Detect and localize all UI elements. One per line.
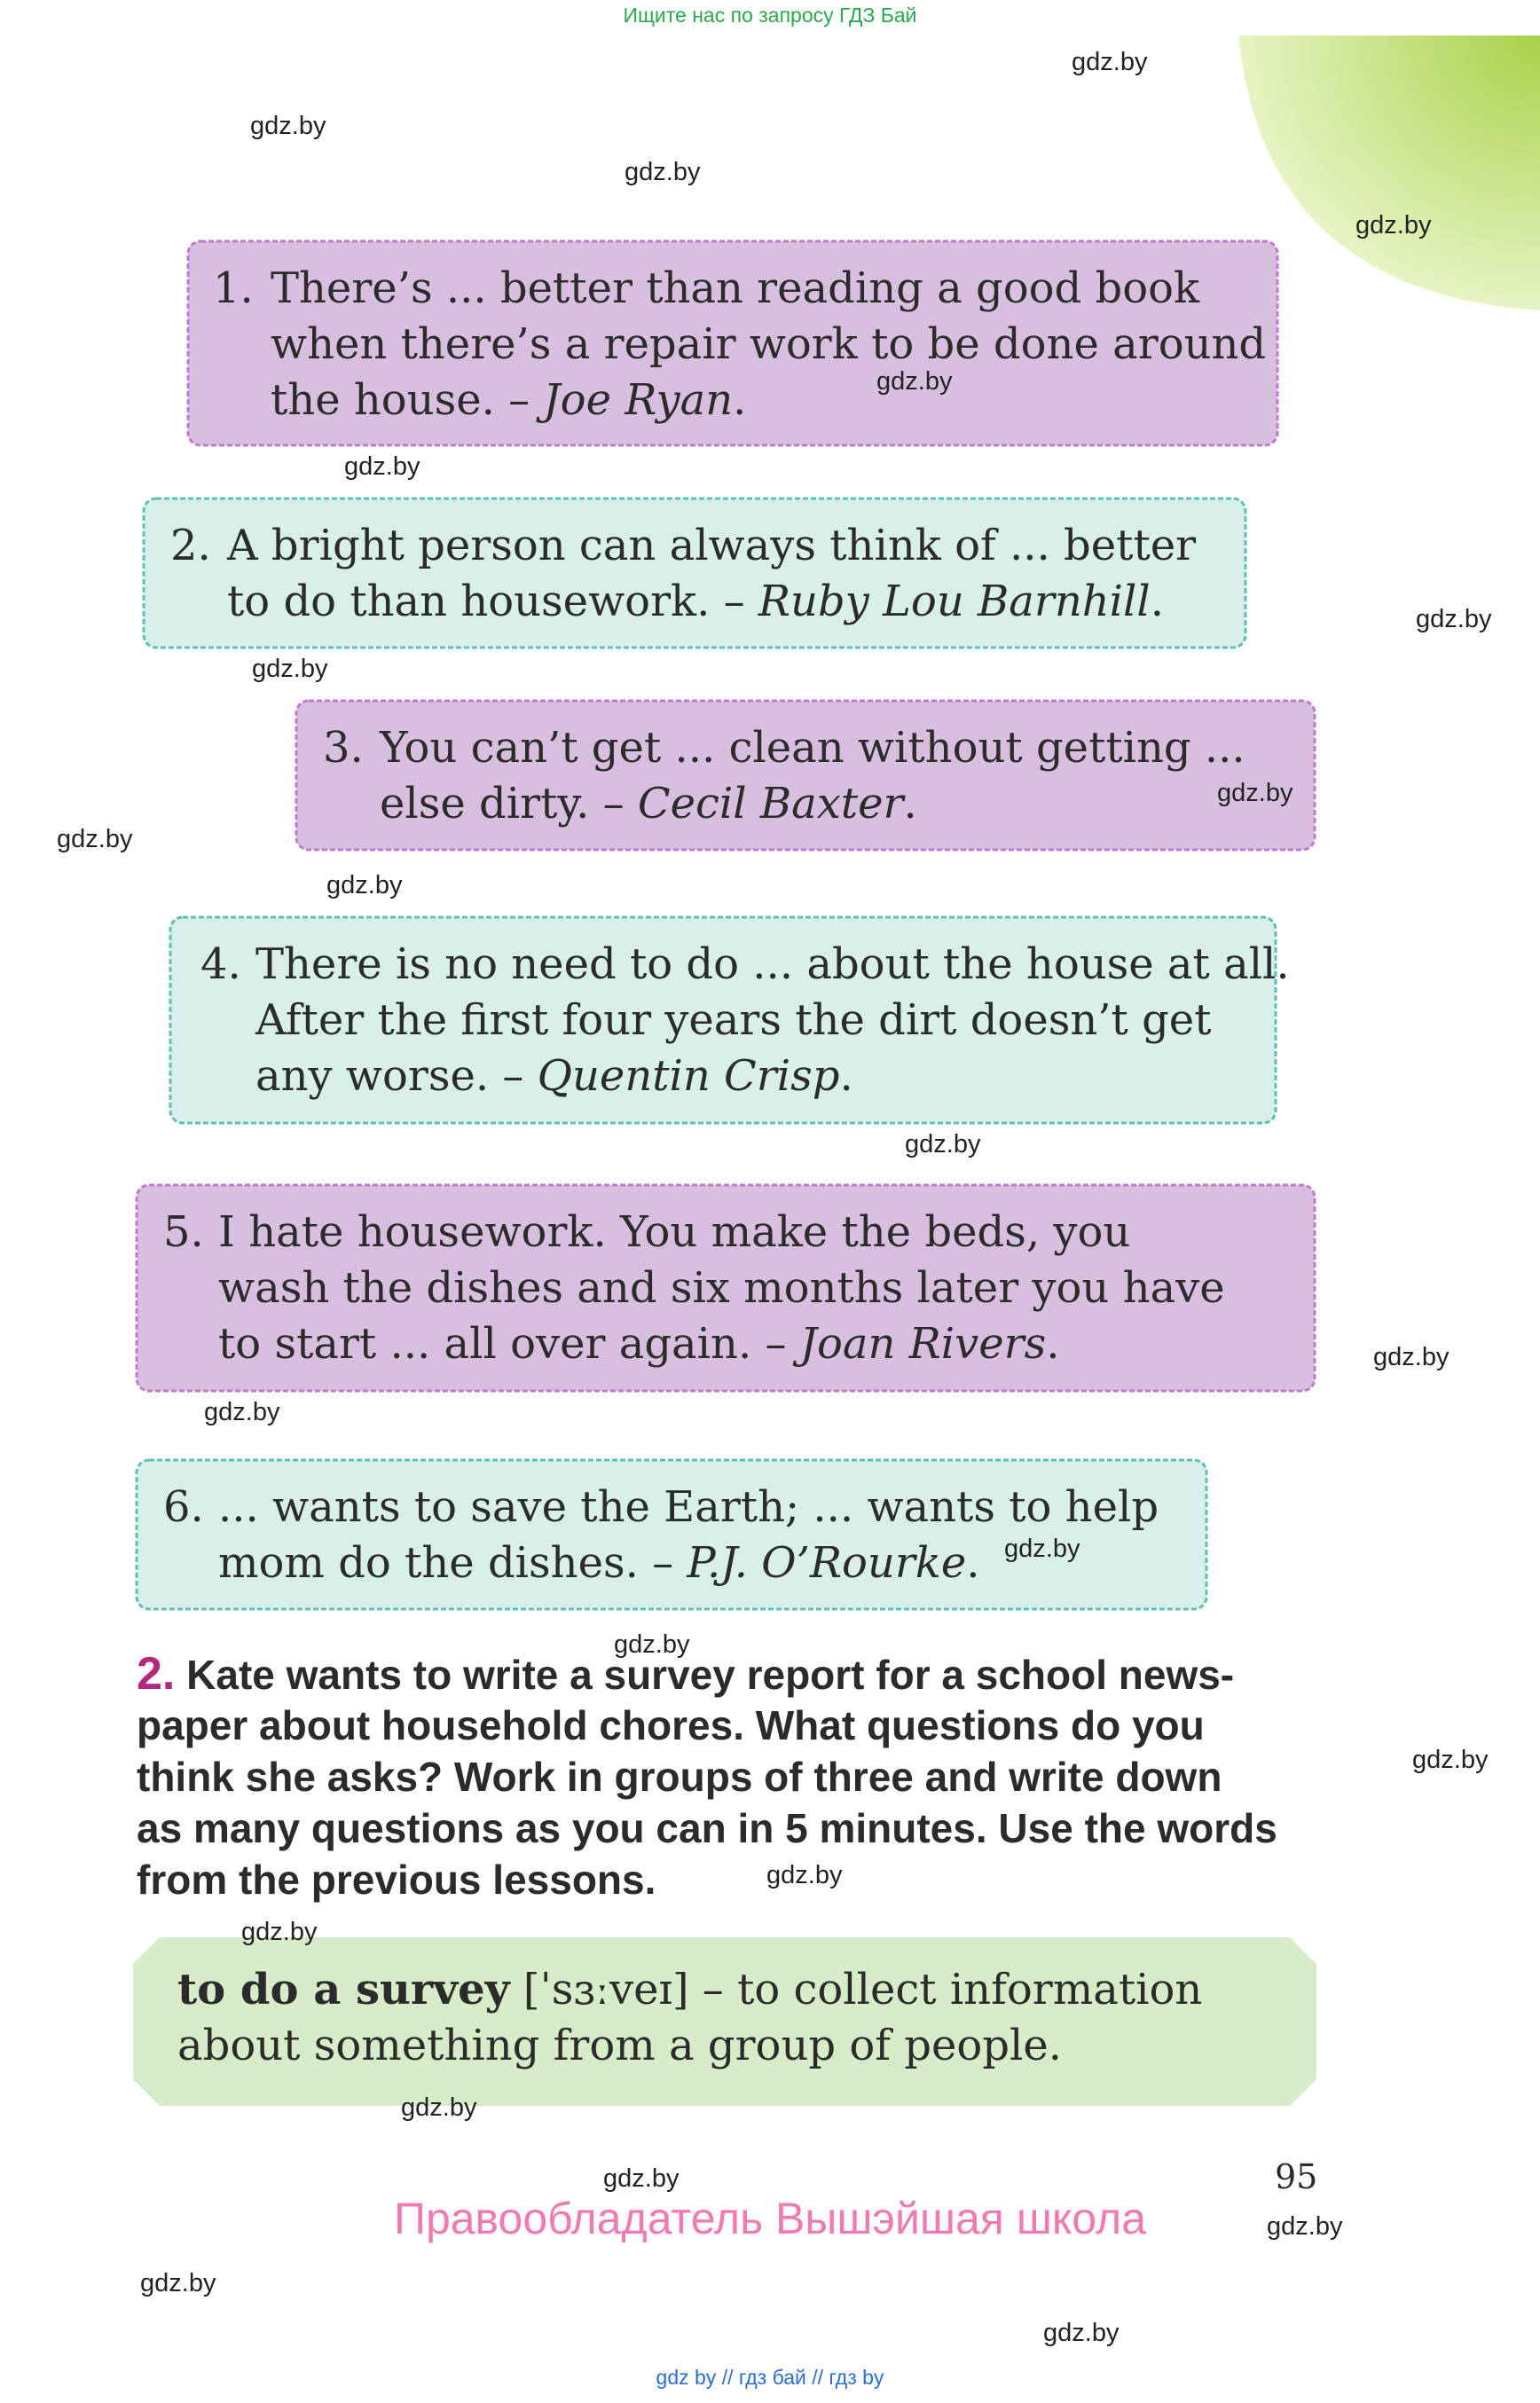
watermark: gdz.by xyxy=(204,1398,280,1426)
quote-number: 2. xyxy=(170,521,211,570)
watermark: gdz.by xyxy=(250,112,326,140)
quote-number: 4. xyxy=(200,939,241,989)
watermark: gdz.by xyxy=(326,871,403,899)
definition-term: to do a survey xyxy=(177,1965,510,2014)
quote-line: any worse. – xyxy=(255,1051,524,1101)
quote-line: There is no need to do ... about the house at all. xyxy=(255,939,1290,989)
watermark: gdz.by xyxy=(241,1918,318,1946)
watermark: gdz.by xyxy=(766,1861,843,1889)
task-number: 2. xyxy=(137,1648,176,1700)
watermark: gdz.by xyxy=(140,2269,216,2297)
quote-author: P.J. O’Rourke xyxy=(687,1538,967,1588)
quote-line: wash the dishes and six months later you have xyxy=(218,1263,1225,1313)
task-line: think she asks? Work in groups of three and write down xyxy=(137,1754,1222,1800)
quote-line: mom do the dishes. – xyxy=(218,1538,674,1588)
watermark: gdz.by xyxy=(905,1130,981,1158)
quote-line: else dirty. – xyxy=(380,779,625,828)
quote-author: Quentin Crisp xyxy=(537,1051,840,1101)
watermark: gdz.by xyxy=(1217,779,1293,807)
task-line: paper about household chores. What questions do you xyxy=(137,1702,1205,1748)
definition-transcription: [ˈsɜːveɪ] xyxy=(522,1965,689,2014)
quote-line: ... wants to save the Earth; ... wants to help xyxy=(218,1482,1159,1532)
definition-box xyxy=(133,1937,1316,2106)
quote-author: Cecil Baxter xyxy=(637,779,904,828)
quote-line: A bright person can always think of ... better xyxy=(227,521,1197,570)
watermark: gdz.by xyxy=(1072,48,1148,76)
quote-card-3 xyxy=(293,697,1318,853)
quote-author: Ruby Lou Barnhill xyxy=(758,577,1151,626)
quote-card-4 xyxy=(167,914,1290,1127)
watermark: gdz.by xyxy=(1004,1535,1080,1563)
quote-line: After the first four years the dirt doesn’t get xyxy=(255,995,1212,1045)
copyright-owner: Правообладатель Вышэйшая школа xyxy=(394,2194,1146,2243)
watermark: gdz.by xyxy=(876,367,953,396)
watermark: gdz.by xyxy=(614,1630,690,1659)
watermark: gdz.by xyxy=(1355,211,1432,240)
watermark: gdz.by xyxy=(603,2164,680,2193)
quote-end: . xyxy=(1046,1319,1060,1369)
quote-line: to do than housework. – xyxy=(227,577,745,626)
task-line: as many questions as you can in 5 minutes. Use the words xyxy=(137,1805,1277,1851)
watermark: gdz.by xyxy=(1373,1343,1450,1371)
quote-end: . xyxy=(903,779,917,828)
quote-author: Joan Rivers xyxy=(799,1319,1047,1369)
quote-line: when there’s a repair work to be done around xyxy=(271,319,1267,369)
watermark: gdz.by xyxy=(401,2093,477,2122)
quote-end: . xyxy=(1150,577,1164,626)
quote-line: There’s ... better than reading a good book xyxy=(271,263,1200,313)
watermark: gdz.by xyxy=(1267,2212,1343,2241)
quote-line: to start ... all over again. – xyxy=(218,1319,787,1369)
watermark: gdz.by xyxy=(57,825,133,853)
quote-end: . xyxy=(966,1538,980,1588)
quote-line: I hate housework. You make the beds, you xyxy=(218,1207,1131,1257)
watermark: gdz.by xyxy=(1043,2319,1120,2347)
quote-line: the house. – xyxy=(271,375,530,425)
quote-number: 1. xyxy=(213,263,254,313)
definition-meaning: – to collect information xyxy=(688,1965,1203,2014)
definition-line-2: about something from a group of people. xyxy=(177,2021,1063,2070)
definition-line-1 xyxy=(177,1962,1202,2018)
search-hint: Ищите нас по запросу ГДЗ Бай xyxy=(623,4,917,27)
quote-end: . xyxy=(733,375,747,425)
task-line: Kate wants to write a survey report for a school news- xyxy=(186,1652,1235,1698)
quote-author: Joe Ryan xyxy=(543,375,734,425)
watermark: gdz.by xyxy=(252,655,328,683)
quote-line: You can’t get ... clean without getting ... xyxy=(380,723,1245,773)
bottom-note: gdz by // гдз бай // гдз by xyxy=(656,2366,884,2389)
quote-card-5 xyxy=(133,1182,1318,1394)
watermark: gdz.by xyxy=(344,452,420,481)
task-line: from the previous lessons. xyxy=(137,1857,656,1903)
quote-number: 5. xyxy=(163,1207,204,1257)
watermark: gdz.by xyxy=(1412,1746,1489,1774)
quote-number: 6. xyxy=(163,1482,204,1532)
page-number: 95 xyxy=(1275,2157,1318,2196)
corner-decoration xyxy=(1238,0,1540,319)
watermark: gdz.by xyxy=(625,158,701,186)
quote-card-1 xyxy=(185,238,1281,449)
watermark: gdz.by xyxy=(1416,605,1492,633)
quote-card-2 xyxy=(140,495,1249,651)
quote-number: 3. xyxy=(323,723,364,773)
quote-end: . xyxy=(839,1051,853,1101)
